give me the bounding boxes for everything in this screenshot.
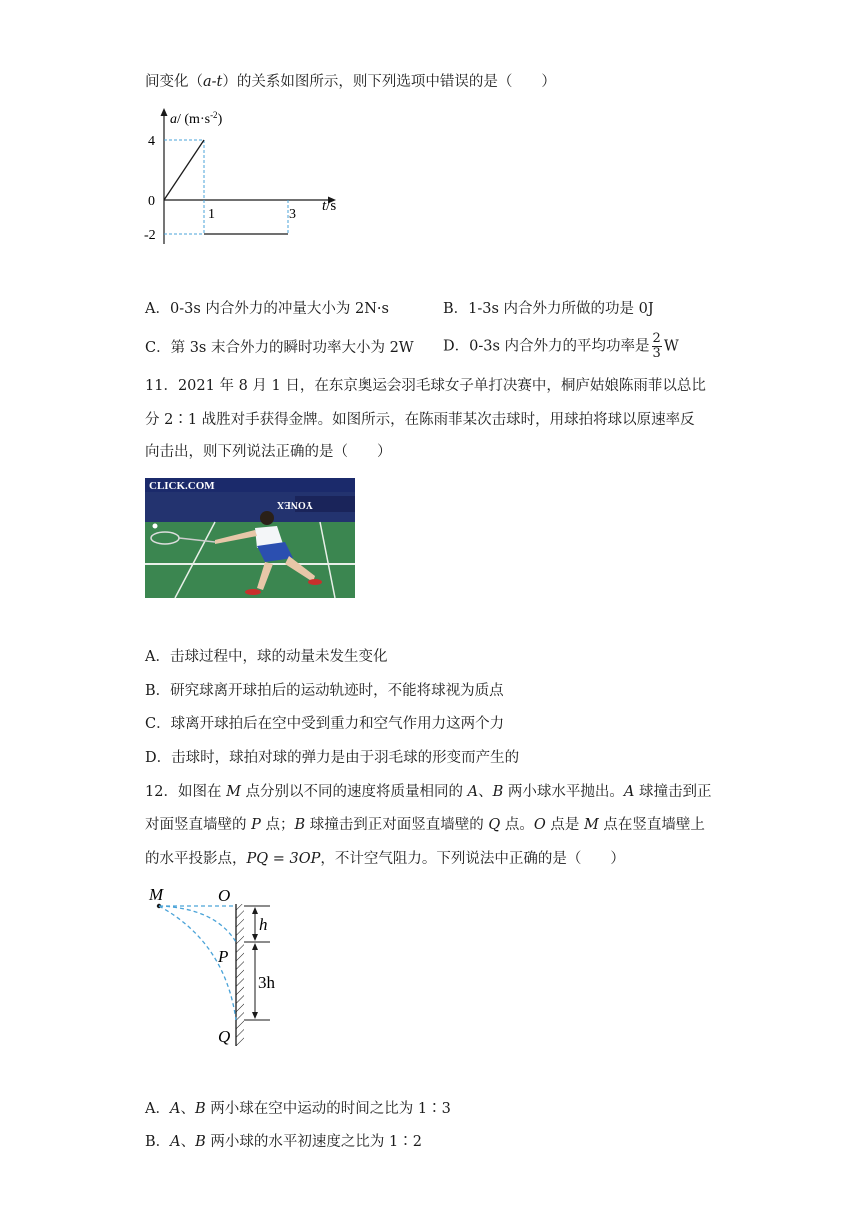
svg-text:a/ (m·s-2): a/ $(m\cdot s^{-2})$ [170, 110, 223, 127]
q11-option-a[interactable]: A．击球过程中，球的动量未发生变化 [145, 649, 388, 665]
q11-stem-line2: 分 2∶1 战胜对手获得金牌。如图所示，在陈雨菲某次击球时，用球拍将球以原速率反 [145, 412, 695, 428]
q11-option-d[interactable]: D．击球时，球拍对球的弹力是由于羽毛球的形变而产生的 [145, 750, 520, 766]
label-3h: 3h [258, 973, 275, 992]
q10-option-d[interactable]: D．0-3s 内合外力的平均功率是 $\frac{2}{3}$ W [443, 331, 679, 361]
q10-option-c[interactable]: C．第 3s 末合外力的瞬时功率大小为 2W [145, 340, 414, 356]
label-m: M [149, 885, 164, 904]
svg-text:CLICK.COM: CLICK.COM [149, 480, 215, 492]
label-o: O [218, 886, 231, 905]
q11-option-c[interactable]: C．球离开球拍后在空中受到重力和空气作用力这两个力 [145, 716, 505, 732]
label-q: Q [218, 1027, 231, 1046]
tick-3: 3 [289, 207, 296, 222]
q10-option-b[interactable]: B．1-3s 内合外力所做的功是 0J [443, 301, 654, 317]
q10-option-a[interactable]: A．0-3s 内合外力的冲量大小为 2N·s [145, 301, 389, 317]
tick-1: 1 [208, 207, 215, 222]
label-h: h [259, 915, 268, 934]
at-graph [140, 104, 370, 254]
projectile-diagram [145, 882, 295, 1052]
svg-text:YONEX: YONEX [276, 499, 313, 510]
label-p: P [218, 947, 229, 966]
q11-option-b[interactable]: B．研究球离开球拍后的运动轨迹时，不能将球视为质点 [145, 683, 504, 699]
badminton-photo [145, 478, 355, 598]
fraction: $\frac{2}{3}$ [652, 331, 661, 361]
tick-minus2: -2 [144, 228, 156, 243]
q11-stem-line3: 向击出，则下列说法正确的是（ ） [145, 444, 392, 460]
q12-stem-line1: 12．如图在 M 点分别以不同的速度将质量相同的 A、B 两小球水平抛出。A 球撞击到正 [145, 784, 712, 800]
q12-option-b[interactable]: B．A、B 两小球的水平初速度之比为 1∶2 [145, 1134, 422, 1150]
q10-stem: 间变化（a-t）的关系如图所示，则下列选项中错误的是（ ） [145, 74, 556, 90]
q12-stem-line2: 对面竖直墙壁的 P 点；B 球撞击到正对面竖直墙壁的 Q 点。O 点是 M 点在竖直墙壁上 [145, 817, 705, 833]
svg-text:t/s: t/s [322, 198, 337, 214]
q12-stem-line3: 的水平投影点，PQ = 3OP，不计空气阻力。下列说法中正确的是（ ） [145, 851, 625, 867]
tick-4: 4 [148, 134, 155, 149]
q11-stem-line1: 11．2021 年 8 月 1 日，在东京奥运会羽毛球女子单打决赛中，桐庐姑娘陈雨菲以总比 [145, 378, 706, 394]
q12-option-a[interactable]: A．A、B 两小球在空中运动的时间之比为 1∶3 [145, 1101, 451, 1117]
tick-0: 0 [148, 194, 155, 209]
